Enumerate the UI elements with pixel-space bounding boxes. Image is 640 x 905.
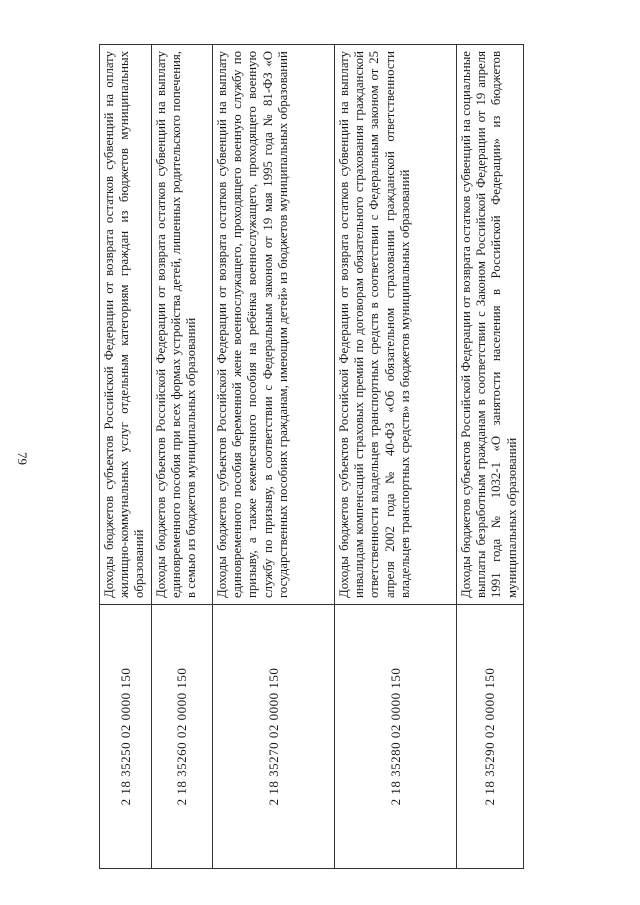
revenue-description-cell: Доходы бюджетов субъектов Российской Федерации от возврата остатков субвенций на социальные выплаты безработным гражданам в соответствии с Законом Российской Федерации от 19 апреля 1991 года № 1032-1 «О занятости населения в Российской Федерации» из бюджетов муниципальных образований bbox=[457, 45, 524, 605]
table-row bbox=[152, 45, 213, 869]
revenue-code-cell: 2 18 35270 02 0000 150 bbox=[213, 605, 335, 869]
table-row bbox=[335, 45, 457, 869]
rotated-content bbox=[99, 45, 523, 869]
revenue-description-cell: Доходы бюджетов субъектов Российской Федерации от возврата остатков субвенций на выплату инвалидам компенсаций страховых премий по договорам обязательного страхования гражданской ответственности владельцев транспортных средств в соответствии с Федеральным законом от 25 апреля 2002 года № 40-ФЗ «Об обязательном страховании гражданской ответственности владельцев транспортных средств» из бюджетов муниципальных образований bbox=[335, 45, 457, 605]
revenue-description-cell: Доходы бюджетов субъектов Российской Федерации от возврата остатков субвенций на оплату жилищно-коммунальных услуг отдельным категориям граждан из бюджетов муниципальных образований bbox=[100, 45, 152, 605]
revenue-code-cell: 2 18 35290 02 0000 150 bbox=[457, 605, 524, 869]
table-row bbox=[213, 45, 335, 869]
page-number: 79 bbox=[15, 452, 30, 465]
table-row bbox=[100, 45, 152, 869]
revenue-description-cell: Доходы бюджетов субъектов Российской Федерации от возврата остатков субвенций на выплату единовременного пособия беременной жене военнослужащего, проходящего военную службу по призыву, а также ежемесячного пособия на ребёнка военнослужащего, проходящего военную службу по призыву, в соответствии с Федеральным законом от 19 мая 1995 года № 81-ФЗ «О государственных пособиях гражданам, имеющим детей» из бюджетов муниципальных образований bbox=[213, 45, 335, 605]
revenue-code-table bbox=[99, 44, 524, 869]
revenue-code-cell: 2 18 35260 02 0000 150 bbox=[152, 605, 213, 869]
revenue-code-cell: 2 18 35250 02 0000 150 bbox=[100, 605, 152, 869]
revenue-description-cell: Доходы бюджетов субъектов Российской Федерации от возврата остатков субвенций на выплату единовременного пособия при всех формах устройства детей, лишенных родительского попечения, в семью из бюджетов муниципальных образований bbox=[152, 45, 213, 605]
revenue-code-cell: 2 18 35280 02 0000 150 bbox=[335, 605, 457, 869]
table-row bbox=[457, 45, 524, 869]
